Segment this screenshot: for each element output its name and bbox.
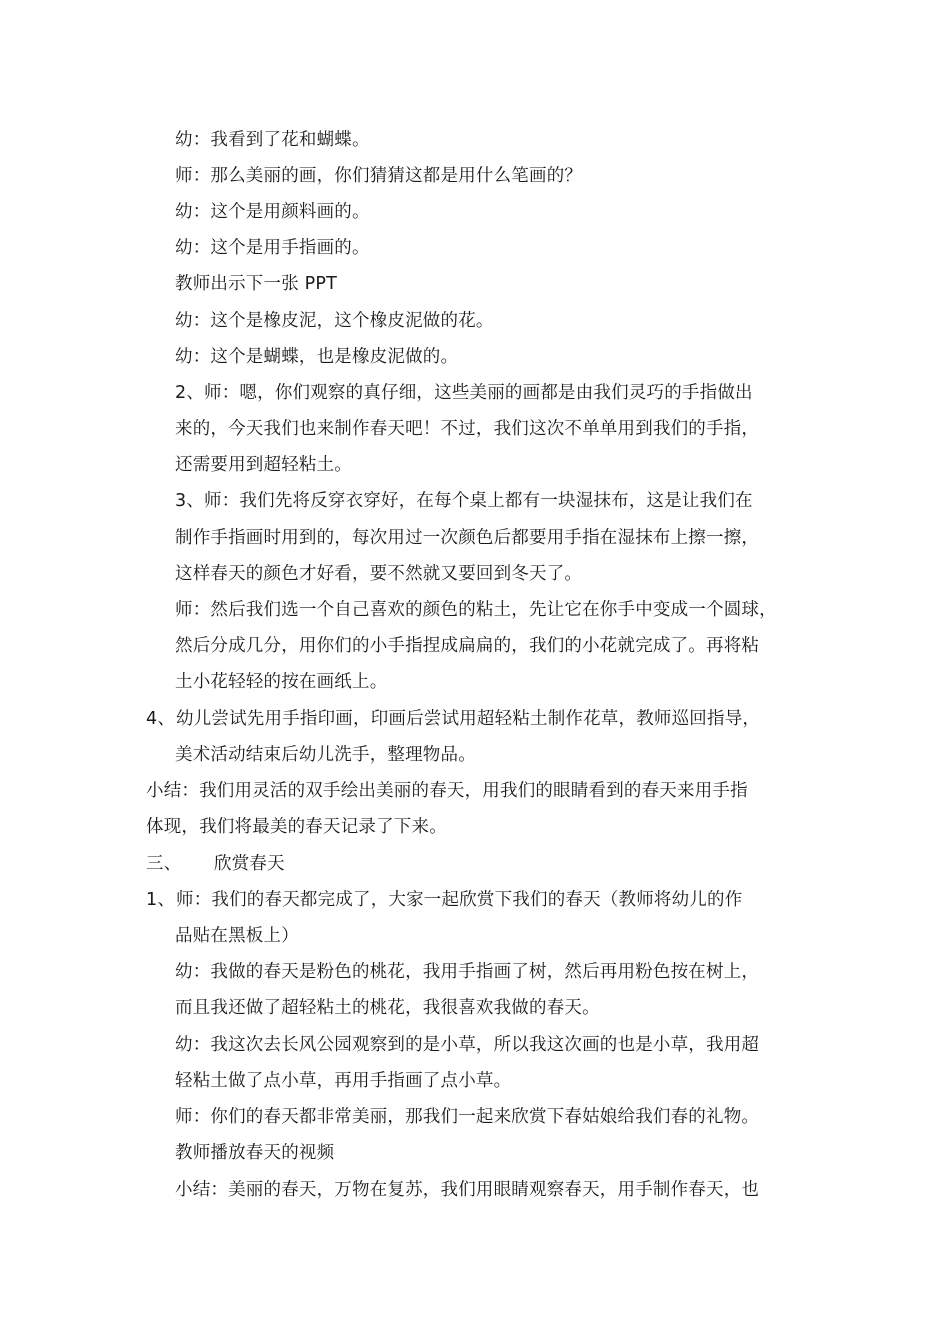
list-number: 4、 bbox=[146, 709, 176, 729]
dialogue-line: 幼：我看到了花和蝴蝶。 bbox=[175, 130, 370, 150]
summary-line: 小结：我们用灵活的双手绘出美丽的春天，用我们的眼睛看到的春天来用手指 bbox=[146, 781, 748, 801]
paragraph-line: 师：然后我们选一个自己喜欢的颜色的粘土，先让它在你手中变成一个圆球， bbox=[175, 600, 777, 620]
dialogue-line: 幼：这个是用颜料画的。 bbox=[175, 202, 370, 222]
dialogue-line: 幼：我做的春天是粉色的桃花，我用手指画了树，然后再用粉色按在树上， bbox=[175, 962, 760, 982]
dialogue-line: 幼：这个是橡皮泥，这个橡皮泥做的花。 bbox=[175, 311, 494, 331]
paragraph-line: 2、师：嗯，你们观察的真仔细，这些美丽的画都是由我们灵巧的手指做出 bbox=[175, 383, 753, 403]
dialogue-line: 幼：这个是蝴蝶，也是橡皮泥做的。 bbox=[175, 347, 459, 367]
section-heading bbox=[146, 852, 285, 876]
paragraph-line: 来的，今天我们也来制作春天吧！不过，我们这次不单单用到我们的手指， bbox=[175, 419, 760, 439]
section-number: 三、 bbox=[146, 854, 182, 874]
summary-line: 小结：美丽的春天，万物在复苏，我们用眼睛观察春天，用手制作春天，也 bbox=[175, 1180, 760, 1200]
summary-line: 体现，我们将最美的春天记录了下来。 bbox=[146, 817, 447, 837]
dialogue-line: 师：你们的春天都非常美丽，那我们一起来欣赏下春姑娘给我们春的礼物。 bbox=[175, 1107, 760, 1127]
instruction-line: 教师播放春天的视频 bbox=[175, 1143, 335, 1163]
dialogue-line: 师：那么美丽的画，你们猜猜这都是用什么笔画的？ bbox=[175, 166, 583, 186]
numbered-item-line bbox=[146, 707, 760, 731]
list-text: 师：我们的春天都完成了，大家一起欣赏下我们的春天（教师将幼儿的作 bbox=[176, 890, 743, 910]
dialogue-line: 轻粘土做了点小草，再用手指画了点小草。 bbox=[175, 1071, 512, 1091]
dialogue-line: 幼：我这次去长风公园观察到的是小草，所以我这次画的也是小草，我用超 bbox=[175, 1035, 760, 1055]
paragraph-line: 美术活动结束后幼儿洗手，整理物品。 bbox=[175, 745, 476, 765]
paragraph-line: 品贴在黑板上） bbox=[175, 926, 299, 946]
paragraph-line: 然后分成几分，用你们的小手指捏成扁扁的，我们的小花就完成了。再将粘 bbox=[175, 636, 760, 656]
paragraph-line: 3、师：我们先将反穿衣穿好，在每个桌上都有一块湿抹布，这是让我们在 bbox=[175, 491, 753, 511]
paragraph-line: 还需要用到超轻粘土。 bbox=[175, 455, 352, 475]
numbered-item-line bbox=[146, 888, 742, 912]
paragraph-line: 制作手指画时用到的，每次用过一次颜色后都要用手指在湿抹布上擦一擦， bbox=[175, 528, 760, 548]
list-number: 1、 bbox=[146, 890, 176, 910]
instruction-line: 教师出示下一张 PPT bbox=[175, 274, 338, 294]
dialogue-line: 幼：这个是用手指画的。 bbox=[175, 238, 370, 258]
section-title: 欣赏春天 bbox=[214, 854, 285, 874]
dialogue-line: 而且我还做了超轻粘土的桃花，我很喜欢我做的春天。 bbox=[175, 998, 600, 1018]
list-text: 幼儿尝试先用手指印画，印画后尝试用超轻粘土制作花草，教师巡回指导， bbox=[176, 709, 761, 729]
paragraph-line: 土小花轻轻的按在画纸上。 bbox=[175, 672, 388, 692]
paragraph-line: 这样春天的颜色才好看，要不然就又要回到冬天了。 bbox=[175, 564, 583, 584]
